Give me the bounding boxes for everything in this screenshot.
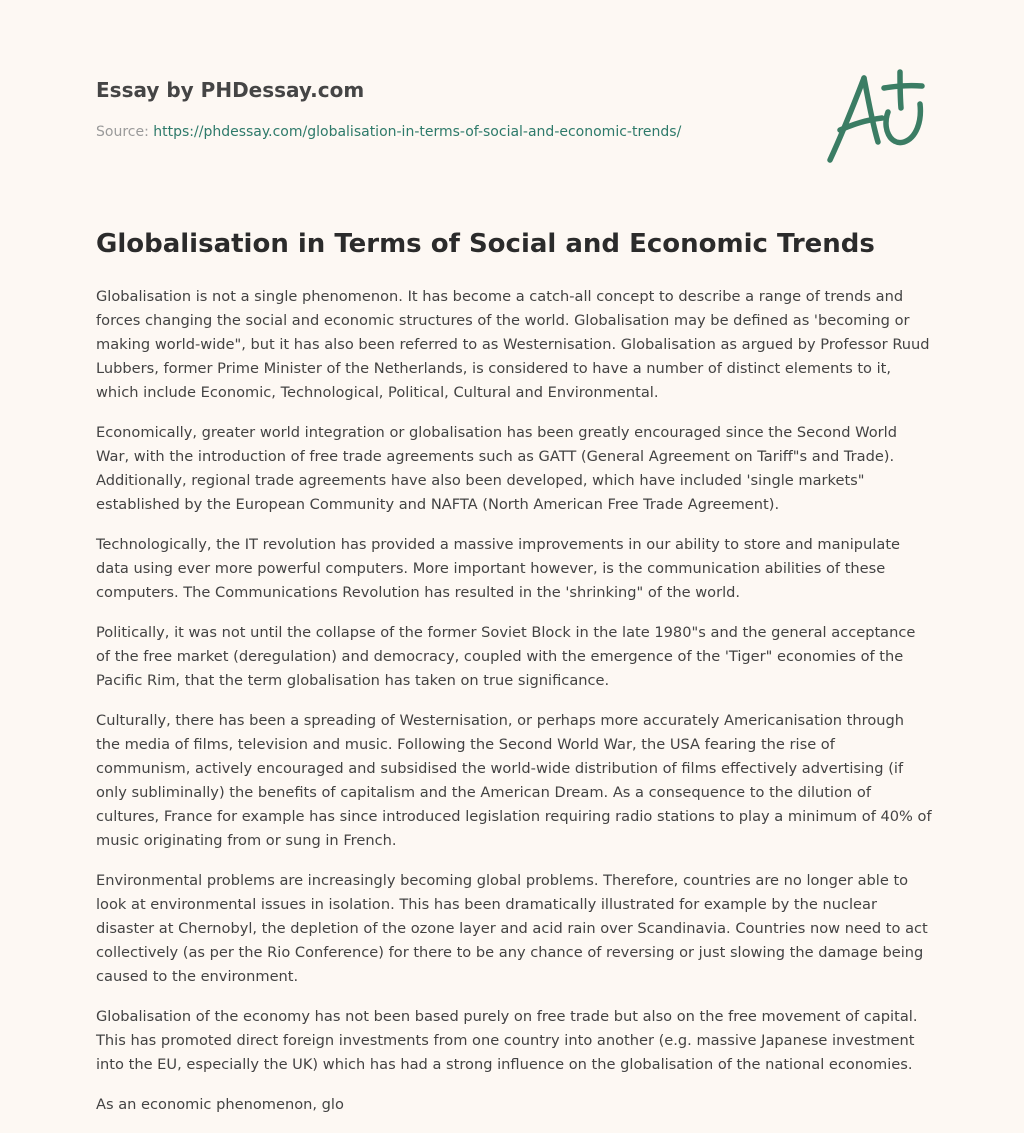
paragraph: Technologically, the IT revolution has provided a massive improvements in our ability to store and manipulate data using ever more powerful computers. More important however, is the communication abilities of these computers. The Communications Revolution has resulted in the 'shrinking" of the world. bbox=[96, 536, 901, 601]
paragraph: Economically, greater world integration or globalisation has been greatly encouraged since the Second World War, with the introduction of free trade agreements such as GATT (General Agreement on Tariff"s and Trade). Additionally, regional trade agreements have also been developed, which have included 'single markets" established by the European Community and NAFTA (North American Free Trade Agreement). bbox=[96, 424, 897, 513]
essay-body bbox=[96, 285, 932, 1133]
paragraph: Politically, it was not until the collapse of the former Soviet Block in the late 1980"s and the general acceptance of the free market (deregulation) and democracy, coupled with the emergence of the 'Tiger" economies of the Pacific Rim, that the term globalisation has taken on true significance. bbox=[96, 624, 916, 689]
a-plus-logo-icon bbox=[820, 64, 930, 168]
paragraph: Environmental problems are increasingly becoming global problems. Therefore, countries are no longer able to look at environmental issues in isolation. This has been dramatically illustrated for example by the nuclear disaster at Chernobyl, the depletion of the ozone layer and acid rain over Scandinavia. Countries now need to act collectively (as per the Rio Conference) for there to be any chance of reversing or just slowing the damage being caused to the environment. bbox=[96, 872, 928, 985]
brand-title: Essay by PHDessay.com bbox=[96, 78, 365, 102]
source-label: Source: bbox=[96, 124, 154, 140]
page-header bbox=[96, 76, 796, 141]
essay-title: Globalisation in Terms of Social and Economic Trends bbox=[96, 229, 875, 259]
paragraph: Globalisation of the economy has not been based purely on free trade but also on the free movement of capital. This has promoted direct foreign investments from one country into another (e.g. massive Japanese investment into the EU, especially the UK) which has had a strong influence on the globalisation of the national economies. bbox=[96, 1008, 918, 1073]
paragraph: As an economic phenomenon, glo bbox=[96, 1096, 344, 1113]
paragraph: Culturally, there has been a spreading of Westernisation, or perhaps more accurately Americanisation through the media of films, television and music. Following the Second World War, the USA fearing the rise of communism, actively encouraged and subsidised the world-wide distribution of films effectively advertising (if only subliminally) the benefits of capitalism and the American Dream. As a consequence to the dilution of cultures, France for example has since introduced legislation requiring radio stations to play a minimum of 40% of music originating from or sung in French. bbox=[96, 712, 932, 849]
source-link[interactable]: https://phdessay.com/globalisation-in-terms-of-social-and-economic-trends/ bbox=[153, 124, 682, 140]
paragraph: Globalisation is not a single phenomenon. It has become a catch-all concept to describe a range of trends and forces changing the social and economic structures of the world. Globalisation may be defined as 'becoming or making world-wide", but it has also been referred to as Westernisation. Globalisation as argued by Professor Ruud Lubbers, former Prime Minister of the Netherlands, is considered to have a number of distinct elements to it, which include Economic, Technological, Political, Cultural and Environmental. bbox=[96, 288, 930, 401]
source-line bbox=[96, 123, 796, 141]
